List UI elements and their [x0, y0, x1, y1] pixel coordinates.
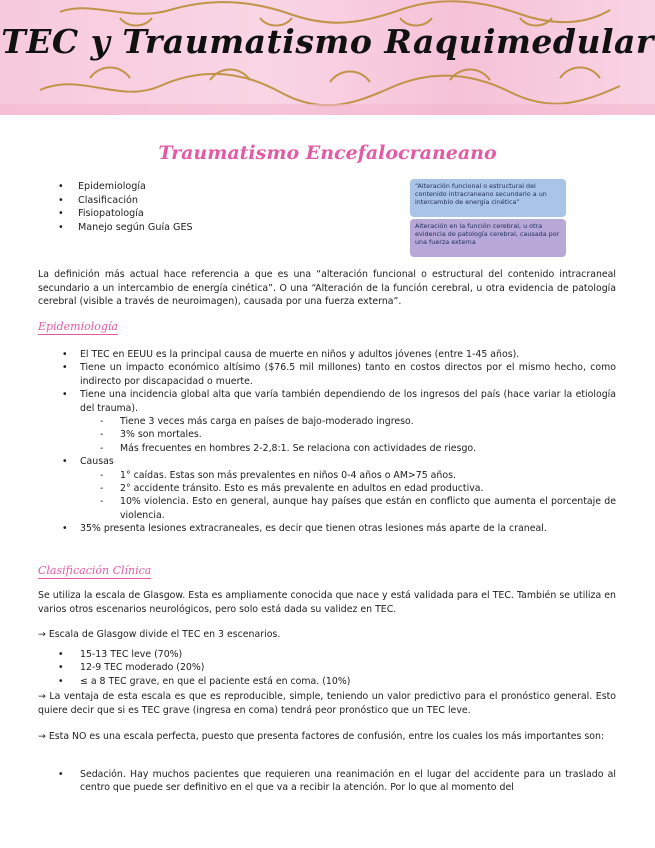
list-item — [62, 348, 616, 361]
list-item-text: Tiene una incidencia global alta que varía también dependiendo de los ingresos del país (hace variar la etiología del trauma). — [80, 389, 616, 414]
confusion-factors-list — [58, 768, 616, 795]
definition-note-blue: “Alteración funcional o estructural del contenido intracraneano secundario a un intercambio de energía cinética” — [410, 179, 566, 217]
causes-sublist — [100, 469, 616, 523]
list-item: • Manejo según Guía GES — [58, 221, 193, 235]
header-banner — [0, 0, 655, 115]
list-item: - 2° accidente tránsito. Esto es más prevalente en adultos en edad productiva. — [100, 482, 616, 495]
clasificacion-heading: Clasificación Clínica — [38, 564, 152, 577]
list-item-text: 12-9 TEC moderado (20%) — [80, 662, 205, 674]
incidence-sublist — [100, 415, 616, 455]
list-item: • Epidemiología — [58, 180, 193, 194]
list-item-text: Tiene un impacto económico altísimo ($76.5 mil millones) tanto en costos directos por el mismo hecho, como indirecto por discapacidad o muerte. — [80, 362, 616, 387]
list-item: - Tiene 3 veces más carga en países de bajo-moderado ingreso. — [100, 415, 616, 428]
list-item — [58, 661, 616, 674]
definition-note-purple: Alteración en la función cerebral, u otra evidencia de patología cerebral, causada por una fuerza externa — [410, 219, 566, 257]
glasgow-limitations-paragraph: → Esta NO es una escala perfecta, puesto que presenta factores de confusión, entre los cuales los más importantes son: — [38, 731, 605, 742]
list-item-text: 35% presenta lesiones extracraneales, es decir que tienen otras lesiones más aparte de la craneal. — [80, 523, 547, 535]
list-item-text: El TEC en EEUU es la principal causa de muerte en niños y adultos jóvenes (entre 1-45 años). — [80, 349, 520, 360]
intro-paragraph: La definición más actual hace referencia a que es una “alteración funcional o estructural del contenido intracraneal secundario a un intercambio de energía cinética”. O una “Alteración de la función cerebral, u otra evidencia de patología cerebral (visible a través de neuroimagen), causada por una fuerza externa”. — [38, 269, 616, 307]
epidemiologia-list — [62, 348, 616, 536]
glasgow-scenarios-list — [58, 648, 616, 688]
glasgow-advantage-paragraph: → La ventaja de esta escala es que es reproducible, simple, teniendo un valor predictivo para el pronóstico general. Esto quiere decir que si es TEC grave (ingresa en coma) tendrá peor pronóstico que un TEC leve. — [38, 691, 616, 716]
section-title: Traumatismo Encefalocraneano — [158, 142, 497, 164]
document-title: TEC y Traumatismo Raquimedular — [1, 22, 654, 61]
epidemiologia-heading: Epidemiología — [38, 320, 118, 333]
list-item — [58, 768, 616, 795]
list-item — [62, 361, 616, 388]
list-item-text: ≤ a 8 TEC grave, en que el paciente está en coma. (10%) — [80, 675, 351, 687]
list-item — [58, 648, 616, 661]
topics-list — [58, 180, 193, 234]
list-item: • Clasificación — [58, 194, 193, 208]
list-item-text: Sedación. Hay muchos pacientes que requieren una reanimación en el lugar del accidente para un traslado al centro que puede ser definitivo en el que va a recibir la atención. Por lo que al momento del — [80, 769, 616, 794]
list-item: - 1° caídas. Estas son más prevalentes en niños 0-4 años o AM>75 años. — [100, 469, 616, 482]
list-item — [58, 675, 616, 688]
list-item-text: Causas — [80, 456, 114, 468]
glasgow-paragraph: Se utiliza la escala de Glasgow. Esta es ampliamente conocida que nace y está validada para el TEC. También se utiliza en varios otros escenarios neurológicos, pero solo está dada su validez en TEC. — [38, 590, 616, 615]
list-item — [62, 388, 616, 455]
glasgow-scenarios-intro: → Escala de Glasgow divide el TEC en 3 escenarios. — [38, 629, 281, 640]
list-item — [62, 522, 616, 535]
list-item-text: 15-13 TEC leve (70%) — [80, 649, 183, 660]
list-item: - 10% violencia. Esto en general, aunque hay países que están en conflicto que aumenta el porcentaje de violencia. — [100, 495, 616, 522]
list-item: • Fisiopatología — [58, 207, 193, 221]
list-item: - Más frecuentes en hombres 2-2,8:1. Se relaciona con actividades de riesgo. — [100, 442, 616, 455]
list-item: - 3% son mortales. — [100, 428, 616, 441]
list-item — [62, 455, 616, 522]
